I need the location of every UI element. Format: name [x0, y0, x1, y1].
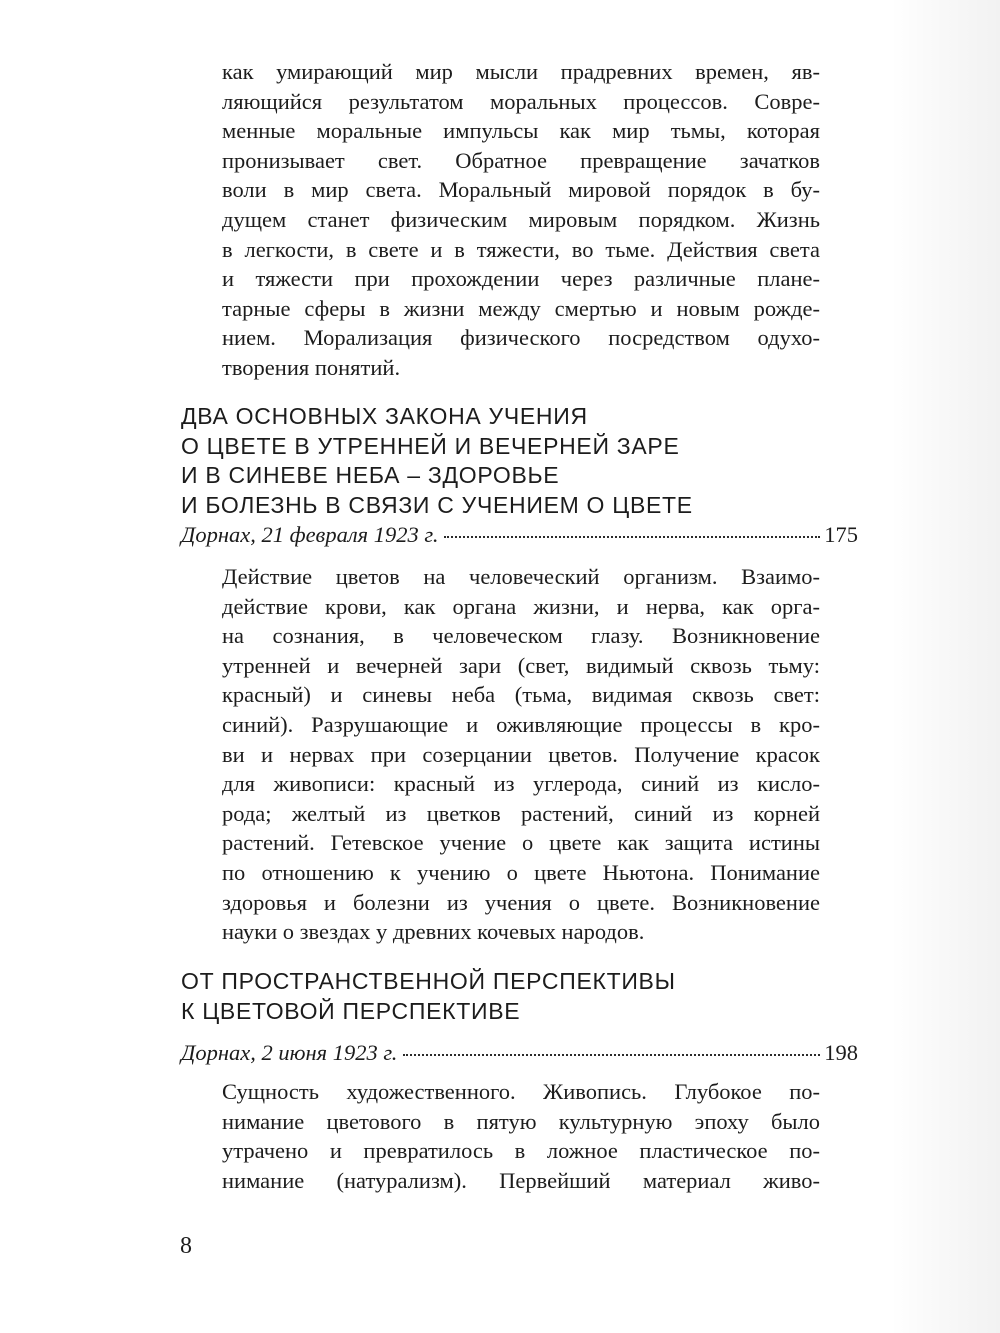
text-line: Сущность художественного. Живопись. Глубокое по- — [222, 1079, 820, 1104]
text-line: Действие цветов на человеческий организм. Взаимо- — [222, 564, 820, 589]
page-reference: 198 — [824, 1040, 858, 1065]
text-line: для живописи: красный из углерода, синий из кисло- — [222, 771, 820, 797]
text-line: в легкости, в свете и в тяжести, во тьме. Действия света — [222, 236, 820, 262]
heading-line: О ЦВЕТЕ В УТРЕННЕЙ И ВЕЧЕРНЕЙ ЗАРЕ — [181, 432, 680, 459]
page-number: 8 — [180, 1233, 192, 1259]
text-line: здоровья и болезни из учения о цвете. Возникновение — [222, 889, 820, 915]
text-line: ви и нервах при созерцании цветов. Получение красок — [222, 741, 820, 767]
heading-line: ОТ ПРОСТРАНСТВЕННОЙ ПЕРСПЕКТИВЫ — [181, 968, 676, 994]
toc-entry — [181, 1040, 858, 1070]
text-line: нимание цветового в пятую культурную эпоху было — [222, 1108, 820, 1134]
text-line: нимание (натурализм). Первейший материал живо- — [222, 1167, 820, 1193]
page-gutter-shadow — [890, 0, 1000, 1333]
text-line: действие крови, как органа жизни, и нерва, как орга- — [222, 593, 820, 619]
text-line: рода; желтый из цветков растений, синий из корней — [222, 800, 820, 826]
place-date: Дорнах, 2 июня 1923 г. — [181, 1040, 398, 1065]
text-line: нием. Морализация физического посредством одухо- — [222, 325, 820, 351]
heading-line: И В СИНЕВЕ НЕБА – ЗДОРОВЬЕ — [181, 462, 560, 488]
text-line: на сознания, в человеческом глазу. Возникновение — [222, 623, 820, 649]
text-line: как умирающий мир мысли прадревних времен, яв- — [222, 59, 820, 84]
text-line: менные моральные импульсы как мир тьмы, которая — [222, 118, 820, 144]
text-line: дущем станет физическим мировым порядком. Жизнь — [222, 206, 820, 232]
toc-entry — [181, 522, 858, 552]
text-line: по отношению к учению о цвете Ньютона. Понимание — [222, 859, 820, 885]
text-line: тарные сферы в жизни между смертью и новым рожде- — [222, 295, 820, 321]
place-date: Дорнах, 21 февраля 1923 г. — [181, 522, 439, 547]
top-paragraph — [222, 57, 820, 383]
section-summary — [222, 562, 820, 947]
dot-leader — [403, 1054, 820, 1056]
text-line: растений. Гетевское учение о цвете как защита истины — [222, 830, 820, 856]
heading-line: К ЦВЕТОВОЙ ПЕРСПЕКТИВЕ — [181, 997, 521, 1024]
text-line: и тяжести при прохождении через различные плане- — [222, 266, 820, 292]
heading-line: И БОЛЕЗНЬ В СВЯЗИ С УЧЕНИЕМ О ЦВЕТЕ — [181, 491, 693, 518]
text-line: красный) и синевы неба (тьма, видимая сквозь свет: — [222, 682, 820, 708]
section-summary — [222, 1077, 820, 1195]
page-reference: 175 — [824, 522, 858, 547]
section-heading — [181, 967, 821, 1026]
text-line: утрачено и превратилось в ложное пластическое по- — [222, 1138, 820, 1164]
text-line: пронизывает свет. Обратное превращение зачатков — [222, 147, 820, 173]
text-line: утренней и вечерней зари (свет, видимый сквозь тьму: — [222, 652, 820, 678]
text-line: воли в мир света. Моральный мировой порядок в бу- — [222, 177, 820, 203]
text-line: ляющийся результатом моральных процессов. Совре- — [222, 88, 820, 114]
text-line: творения понятий. — [222, 354, 401, 380]
dot-leader — [444, 536, 820, 538]
heading-line: ДВА ОСНОВНЫХ ЗАКОНА УЧЕНИЯ — [181, 403, 588, 429]
text-line: науки о звездах у древних кочевых народов. — [222, 919, 645, 945]
section-heading — [181, 402, 821, 520]
text-line: синий). Разрушающие и оживляющие процессы в кро- — [222, 711, 820, 737]
